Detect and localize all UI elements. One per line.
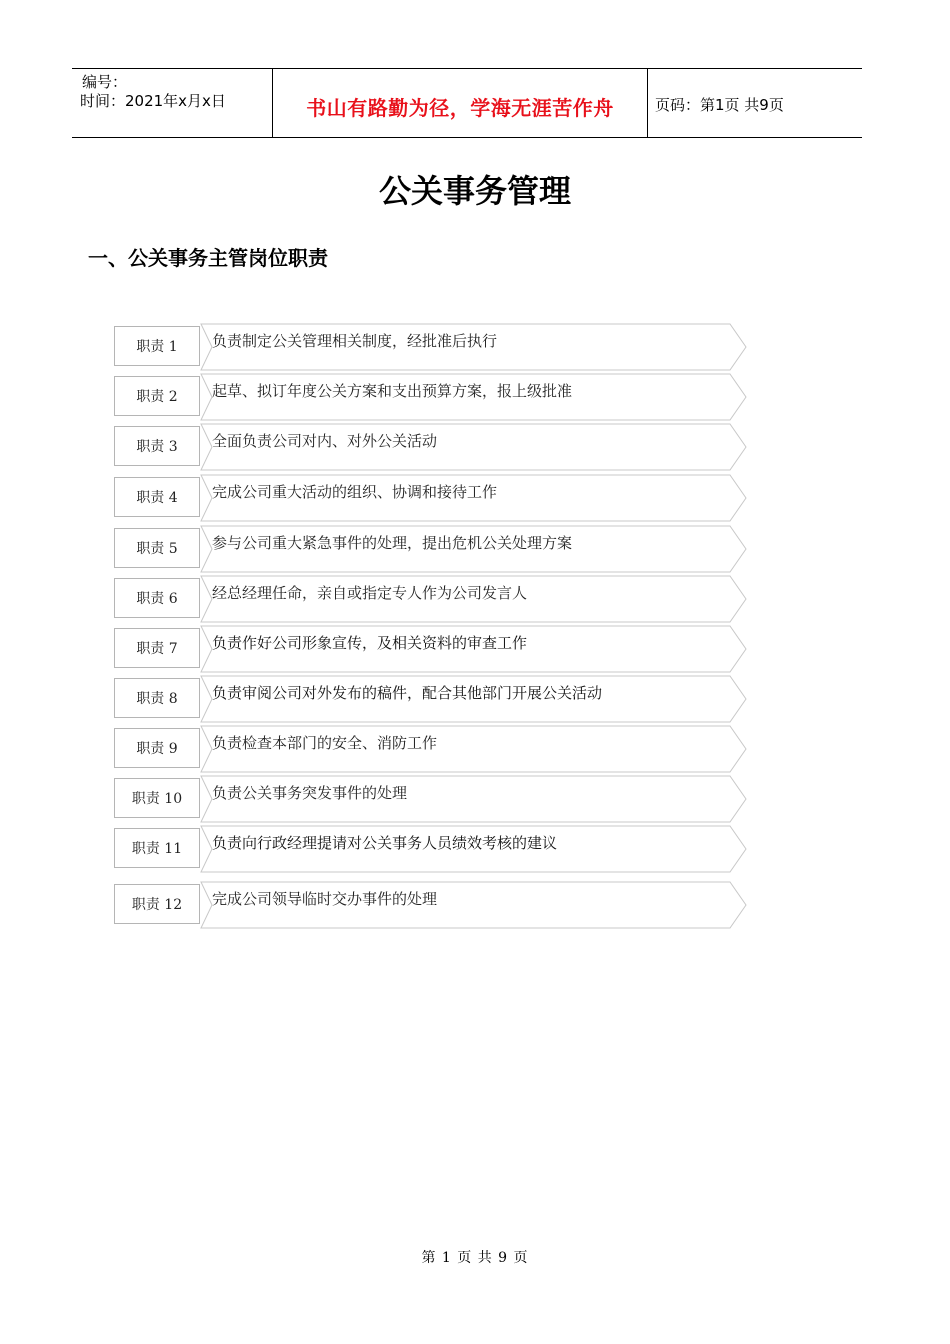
duty-text: 参与公司重大紧急事件的处理，提出危机公关处理方案 — [212, 534, 573, 552]
duty-row-4 — [114, 474, 754, 522]
duty-row-2 — [114, 373, 754, 421]
duty-row-8 — [114, 675, 754, 723]
duty-row-6 — [114, 575, 754, 623]
duty-row-11 — [114, 825, 754, 873]
duty-text: 负责检查本部门的安全、消防工作 — [212, 734, 438, 752]
duty-row-9 — [114, 725, 754, 773]
duty-text: 完成公司领导临时交办事件的处理 — [212, 890, 438, 908]
duty-text: 起草、拟订年度公关方案和支出预算方案，报上级批准 — [212, 382, 573, 400]
duty-row-12 — [114, 881, 754, 929]
duty-text: 全面负责公司对内、对外公关活动 — [212, 432, 438, 450]
duty-label: 职责 3 — [114, 426, 200, 466]
page-title: 公关事务管理 — [378, 172, 571, 210]
duty-label: 职责 12 — [114, 884, 200, 924]
duty-label: 职责 11 — [114, 828, 200, 868]
duty-text: 负责公关事务突发事件的处理 — [212, 784, 408, 802]
duty-label: 职责 8 — [114, 678, 200, 718]
page-info: 页码：第1页 共9页 — [655, 96, 784, 114]
time-label: 时间：2021年x月x日 — [80, 92, 226, 110]
motto-text: 书山有路勤为径，学海无涯苦作舟 — [306, 96, 614, 120]
duty-row-5 — [114, 525, 754, 573]
duty-label: 职责 7 — [114, 628, 200, 668]
duty-text: 负责审阅公司对外发布的稿件，配合其他部门开展公关活动 — [212, 684, 603, 702]
duty-label: 职责 5 — [114, 528, 200, 568]
duty-row-1 — [114, 323, 754, 371]
duty-label: 职责 9 — [114, 728, 200, 768]
section-title: 一、公关事务主管岗位职责 — [88, 246, 328, 270]
duty-label: 职责 1 — [114, 326, 200, 366]
number-label: 编号： — [82, 73, 128, 91]
duty-text: 经总经理任命，亲自或指定专人作为公司发言人 — [212, 584, 528, 602]
page-footer: 第 1 页 共 9 页 — [421, 1250, 529, 1266]
duty-row-7 — [114, 625, 754, 673]
duty-text: 负责向行政经理提请对公关事务人员绩效考核的建议 — [212, 834, 558, 852]
duty-text: 完成公司重大活动的组织、协调和接待工作 — [212, 483, 498, 501]
duty-text: 负责作好公司形象宣传，及相关资料的审查工作 — [212, 634, 528, 652]
duty-label: 职责 6 — [114, 578, 200, 618]
duty-text: 负责制定公关管理相关制度，经批准后执行 — [212, 332, 498, 350]
duty-row-3 — [114, 423, 754, 471]
duty-label: 职责 4 — [114, 477, 200, 517]
duty-label: 职责 2 — [114, 376, 200, 416]
duty-label: 职责 10 — [114, 778, 200, 818]
duty-row-10 — [114, 775, 754, 823]
